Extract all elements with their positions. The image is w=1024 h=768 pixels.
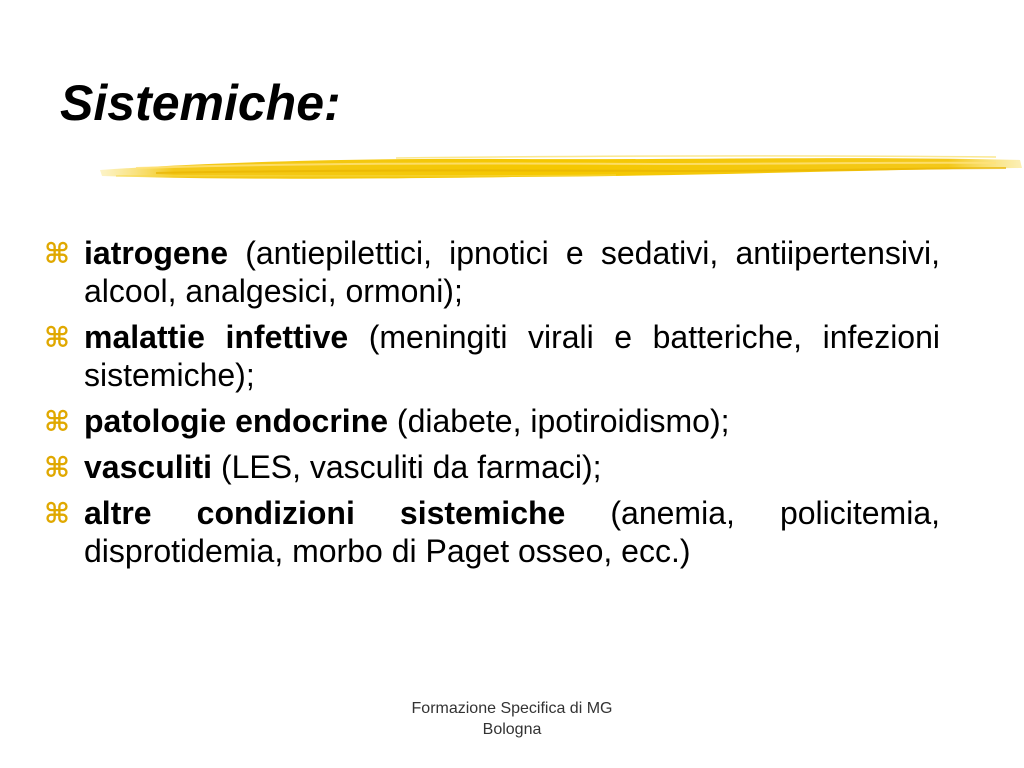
command-key-icon: ⌘ — [44, 497, 70, 530]
yellow-brush-stroke — [96, 146, 1024, 190]
bullet-term: altre condizioni sistemiche — [84, 495, 566, 531]
bullet-detail: (LES, vasculiti da farmaci); — [212, 449, 602, 485]
bullet-detail: (anemia, policitemia, disprotidemia, morbo di Paget osseo, ecc.) — [84, 495, 940, 569]
bullet-detail: (antiepilettici, ipnotici e sedativi, antiipertensivi, alcool, analgesici, ormoni); — [84, 235, 940, 309]
list-item — [44, 318, 940, 394]
command-key-icon: ⌘ — [44, 237, 70, 270]
list-item — [44, 494, 940, 570]
list-item — [44, 234, 940, 310]
bullet-term: iatrogene — [84, 235, 229, 271]
bullet-term: patologie endocrine — [84, 403, 389, 439]
bullet-detail: (meningiti virali e batteriche, infezioni sistemiche); — [84, 319, 941, 393]
footer-line-1: Formazione Specifica di MG — [411, 700, 613, 717]
command-key-icon: ⌘ — [44, 405, 70, 438]
footer-line-2: Bologna — [482, 721, 542, 738]
list-item — [44, 448, 940, 486]
command-key-icon: ⌘ — [44, 321, 70, 354]
bullet-term: vasculiti — [84, 449, 213, 485]
command-key-icon: ⌘ — [44, 451, 70, 484]
bullet-list — [44, 234, 940, 578]
slide-title: Sistemiche: — [60, 75, 341, 131]
slide-footer — [362, 698, 662, 740]
bullet-detail: (diabete, ipotiroidismo); — [388, 403, 730, 439]
list-item — [44, 402, 940, 440]
bullet-term: malattie infettive — [84, 319, 349, 355]
